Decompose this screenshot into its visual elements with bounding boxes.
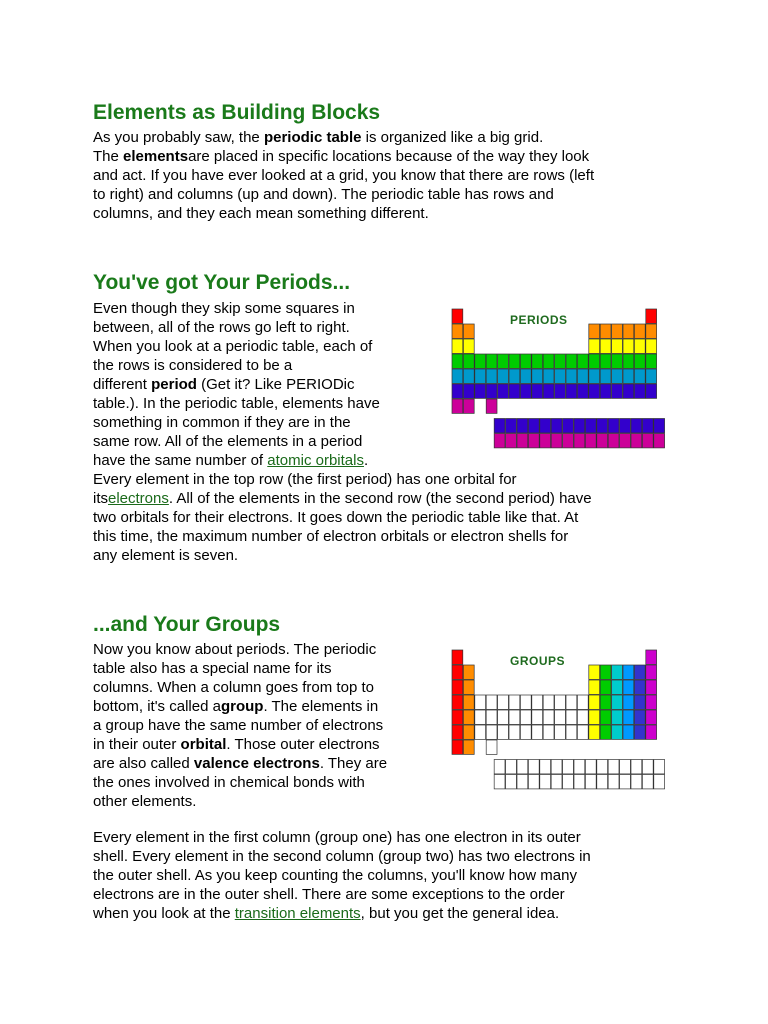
element-cell — [623, 680, 634, 694]
element-cell — [543, 369, 554, 383]
actinide-cell — [654, 434, 665, 448]
element-cell — [463, 740, 474, 754]
element-cell — [475, 384, 486, 398]
element-cell — [566, 695, 577, 709]
element-cell — [475, 369, 486, 383]
actinide-cell — [517, 434, 528, 448]
groups-figure-label: GROUPS — [510, 654, 566, 668]
element-cell — [452, 725, 463, 739]
element-cell — [486, 695, 497, 709]
element-cell — [452, 399, 463, 413]
heading-elements-as-building-blocks: Elements as Building Blocks — [93, 101, 381, 124]
element-cell — [577, 354, 588, 368]
element-cell — [543, 354, 554, 368]
actinide-cell — [528, 775, 539, 789]
element-cell — [543, 384, 554, 398]
element-cell — [589, 369, 600, 383]
lanthanide-cell — [597, 419, 608, 433]
element-cell — [463, 680, 474, 694]
actinide-cell — [517, 775, 528, 789]
lanthanide-cell — [574, 419, 585, 433]
element-cell — [463, 324, 474, 338]
element-cell — [520, 710, 531, 724]
actinide-cell — [631, 775, 642, 789]
element-cell — [646, 339, 657, 353]
element-cell — [532, 384, 543, 398]
element-cell — [623, 324, 634, 338]
lanthanide-cell — [585, 760, 596, 774]
lanthanide-cell — [608, 760, 619, 774]
element-cell — [463, 725, 474, 739]
element-cell — [623, 665, 634, 679]
element-cell — [498, 384, 509, 398]
lanthanide-cell — [620, 419, 631, 433]
actinide-cell — [540, 434, 551, 448]
element-cell — [589, 339, 600, 353]
lanthanide-cell — [631, 760, 642, 774]
element-cell — [623, 369, 634, 383]
element-cell — [566, 384, 577, 398]
actinide-cell — [642, 434, 653, 448]
element-cell — [612, 665, 623, 679]
element-cell — [646, 324, 657, 338]
element-cell — [612, 384, 623, 398]
lanthanide-cell — [540, 419, 551, 433]
element-cell — [509, 354, 520, 368]
element-cell — [646, 309, 657, 323]
element-cell — [589, 725, 600, 739]
element-cell — [600, 665, 611, 679]
element-cell — [509, 369, 520, 383]
element-cell — [475, 695, 486, 709]
element-cell — [577, 384, 588, 398]
element-cell — [589, 665, 600, 679]
element-cell — [452, 369, 463, 383]
element-cell — [475, 725, 486, 739]
element-cell — [612, 369, 623, 383]
element-cell — [623, 354, 634, 368]
element-cell — [646, 710, 657, 724]
element-cell — [463, 369, 474, 383]
element-cell — [634, 680, 645, 694]
lanthanide-cell — [654, 760, 665, 774]
element-cell — [646, 695, 657, 709]
lanthanide-cell — [494, 760, 505, 774]
element-cell — [532, 710, 543, 724]
element-cell — [475, 710, 486, 724]
actinide-cell — [654, 775, 665, 789]
element-cell — [452, 309, 463, 323]
element-cell — [486, 399, 497, 413]
groups-paragraph: Now you know about periods. The periodic table also has a special name for its columns. When a column goes from top to bottom, it's called agroup. The elements in a group have the same number of electrons in their outer orbital. Those outer electrons are also called valence electrons. They are the ones involved in chemical bonds with other elements. — [93, 641, 388, 810]
element-cell — [486, 369, 497, 383]
element-cell — [612, 354, 623, 368]
element-cell — [612, 324, 623, 338]
element-cell — [623, 710, 634, 724]
actinide-cell — [574, 775, 585, 789]
actinide-cell — [620, 775, 631, 789]
element-cell — [577, 725, 588, 739]
actinide-cell — [528, 434, 539, 448]
element-cell — [634, 695, 645, 709]
actinide-cell — [642, 775, 653, 789]
lanthanide-cell — [654, 419, 665, 433]
periods-paragraph: Even though they skip some squares in between, all of the rows go left to right. When you look at a periodic table, each of the rows is considered to be a different period (Get it? Like PERIODic table.). In the periodic table, elements have something in common if they are in the same row. All of the elements in a period have the same number of atomic orbitals. Every element in the top row (the first period) has one orbital for itselectrons. All of the elements in the second row (the second period) have two orbitals for their electrons. It goes down the periodic table like that. At this time, the maximum number of electron orbitals or electron shells for any element is seven. — [93, 300, 592, 564]
element-cell — [612, 725, 623, 739]
heading-periods: You've got Your Periods... — [93, 271, 351, 294]
element-cell — [646, 354, 657, 368]
lanthanide-cell — [642, 419, 653, 433]
element-cell — [509, 384, 520, 398]
element-cell — [555, 369, 566, 383]
groups-paragraph-2: Every element in the first column (group one) has one electron in its outer shell. Every element in the second column (group two) has two electrons in the outer shell. As you keep counting the columns, you'll know how many electrons are in the outer shell. There are some exceptions to the order when you look at the transition elements, but you get the general idea. — [93, 829, 591, 922]
actinide-cell — [506, 434, 517, 448]
lanthanide-cell — [506, 760, 517, 774]
element-cell — [452, 740, 463, 754]
lanthanide-cell — [608, 419, 619, 433]
element-cell — [532, 354, 543, 368]
actinide-cell — [551, 434, 562, 448]
element-cell — [452, 384, 463, 398]
transition-elements-link[interactable]: transition elements — [234, 905, 361, 922]
element-cell — [577, 369, 588, 383]
lanthanide-cell — [494, 419, 505, 433]
element-cell — [646, 680, 657, 694]
element-cell — [452, 324, 463, 338]
element-cell — [589, 324, 600, 338]
element-cell — [509, 725, 520, 739]
element-cell — [452, 665, 463, 679]
element-cell — [452, 695, 463, 709]
actinide-cell — [620, 434, 631, 448]
lanthanide-cell — [551, 760, 562, 774]
element-cell — [498, 725, 509, 739]
element-cell — [566, 369, 577, 383]
actinide-cell — [608, 434, 619, 448]
element-cell — [612, 695, 623, 709]
periods-figure-label: PERIODS — [510, 313, 568, 327]
element-cell — [520, 369, 531, 383]
lanthanide-cell — [563, 419, 574, 433]
lanthanide-cell — [517, 760, 528, 774]
element-cell — [634, 710, 645, 724]
lanthanide-cell — [506, 419, 517, 433]
element-cell — [589, 695, 600, 709]
element-cell — [509, 695, 520, 709]
element-cell — [463, 384, 474, 398]
element-cell — [577, 695, 588, 709]
element-cell — [600, 324, 611, 338]
actinide-cell — [597, 775, 608, 789]
element-cell — [486, 710, 497, 724]
element-cell — [520, 354, 531, 368]
lanthanide-cell — [631, 419, 642, 433]
element-cell — [566, 725, 577, 739]
element-cell — [623, 339, 634, 353]
element-cell — [555, 354, 566, 368]
element-cell — [498, 369, 509, 383]
element-cell — [623, 384, 634, 398]
element-cell — [543, 695, 554, 709]
lanthanide-cell — [540, 760, 551, 774]
element-cell — [486, 740, 497, 754]
lanthanide-cell — [517, 419, 528, 433]
lanthanide-cell — [528, 419, 539, 433]
element-cell — [634, 665, 645, 679]
actinide-cell — [585, 775, 596, 789]
element-cell — [612, 710, 623, 724]
element-cell — [589, 710, 600, 724]
element-cell — [566, 710, 577, 724]
actinide-cell — [574, 434, 585, 448]
element-cell — [623, 725, 634, 739]
element-cell — [463, 665, 474, 679]
element-cell — [475, 354, 486, 368]
element-cell — [577, 710, 588, 724]
element-cell — [589, 384, 600, 398]
element-cell — [589, 354, 600, 368]
element-cell — [498, 710, 509, 724]
element-cell — [486, 725, 497, 739]
element-cell — [600, 695, 611, 709]
element-cell — [463, 710, 474, 724]
element-cell — [452, 710, 463, 724]
actinide-cell — [563, 434, 574, 448]
groups-periodic-table-figure — [448, 647, 670, 793]
element-cell — [555, 384, 566, 398]
element-cell — [463, 399, 474, 413]
element-cell — [486, 354, 497, 368]
actinide-cell — [608, 775, 619, 789]
lanthanide-cell — [528, 760, 539, 774]
element-cell — [612, 339, 623, 353]
element-cell — [646, 650, 657, 664]
lanthanide-cell — [551, 419, 562, 433]
element-cell — [634, 725, 645, 739]
actinide-cell — [506, 775, 517, 789]
lanthanide-cell — [563, 760, 574, 774]
element-cell — [600, 725, 611, 739]
element-cell — [623, 695, 634, 709]
element-cell — [600, 339, 611, 353]
element-cell — [509, 710, 520, 724]
element-cell — [498, 695, 509, 709]
element-cell — [555, 710, 566, 724]
element-cell — [634, 339, 645, 353]
element-cell — [543, 710, 554, 724]
element-cell — [463, 695, 474, 709]
element-cell — [589, 680, 600, 694]
element-cell — [555, 695, 566, 709]
element-cell — [600, 680, 611, 694]
actinide-cell — [551, 775, 562, 789]
element-cell — [634, 369, 645, 383]
element-cell — [555, 725, 566, 739]
element-cell — [646, 665, 657, 679]
element-cell — [646, 369, 657, 383]
actinide-cell — [597, 434, 608, 448]
element-cell — [532, 725, 543, 739]
heading-groups: ...and Your Groups — [93, 613, 281, 636]
atomic-orbitals-link[interactable]: atomic orbitals — [267, 452, 364, 469]
element-cell — [532, 695, 543, 709]
element-cell — [486, 384, 497, 398]
element-cell — [520, 384, 531, 398]
actinide-cell — [585, 434, 596, 448]
element-cell — [452, 339, 463, 353]
element-cell — [520, 695, 531, 709]
element-cell — [600, 710, 611, 724]
lanthanide-cell — [642, 760, 653, 774]
element-cell — [498, 354, 509, 368]
lanthanide-cell — [574, 760, 585, 774]
actinide-cell — [540, 775, 551, 789]
element-cell — [600, 354, 611, 368]
element-cell — [566, 354, 577, 368]
element-cell — [600, 384, 611, 398]
actinide-cell — [494, 434, 505, 448]
lanthanide-cell — [620, 760, 631, 774]
element-cell — [452, 650, 463, 664]
element-cell — [634, 354, 645, 368]
lanthanide-cell — [597, 760, 608, 774]
element-cell — [646, 725, 657, 739]
intro-paragraph: As you probably saw, the periodic table is organized like a big grid. The elementsare placed in specific locations because of the way they look and act. If you have ever looked at a grid, you know that there are rows (left to right) and columns (up and down). The periodic table has rows and columns, and they each mean something different. — [93, 129, 595, 222]
element-cell — [463, 339, 474, 353]
element-cell — [452, 354, 463, 368]
lanthanide-cell — [585, 419, 596, 433]
element-cell — [600, 369, 611, 383]
actinide-cell — [631, 434, 642, 448]
electrons-link[interactable]: electrons — [108, 490, 169, 507]
actinide-cell — [494, 775, 505, 789]
element-cell — [532, 369, 543, 383]
element-cell — [646, 384, 657, 398]
element-cell — [520, 725, 531, 739]
actinide-cell — [563, 775, 574, 789]
element-cell — [634, 324, 645, 338]
element-cell — [612, 680, 623, 694]
element-cell — [634, 384, 645, 398]
element-cell — [543, 725, 554, 739]
periods-periodic-table-figure — [448, 306, 670, 452]
element-cell — [452, 680, 463, 694]
element-cell — [463, 354, 474, 368]
